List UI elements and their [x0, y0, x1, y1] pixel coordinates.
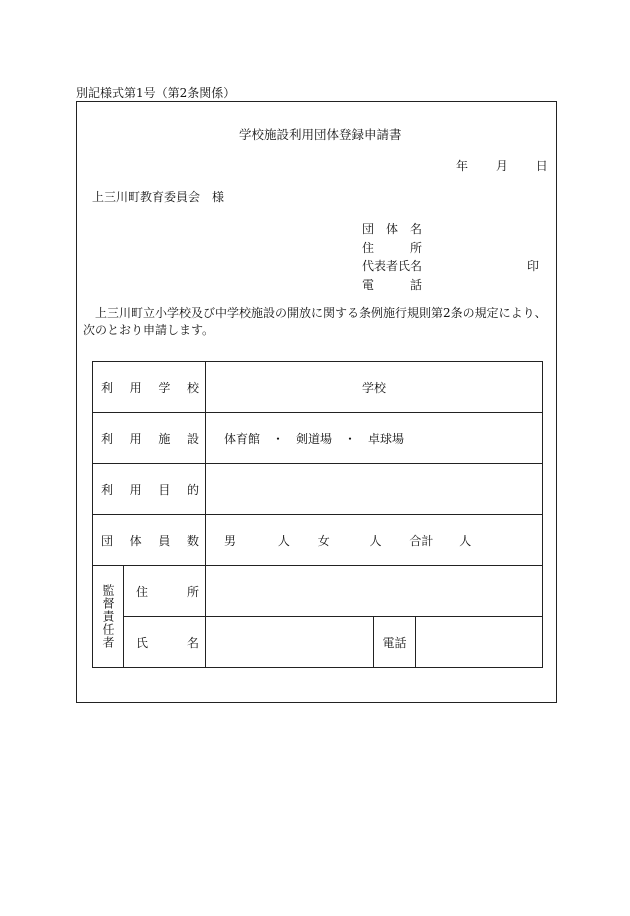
supervisor-name-value[interactable]: [206, 617, 374, 668]
purpose-label: 利 用 目 的: [93, 464, 206, 515]
phone-label: 電 話: [362, 278, 423, 292]
address-label: 住 所: [362, 241, 423, 255]
seal-mark: 印: [527, 259, 540, 273]
supervisor-name-label: 氏 名: [124, 617, 206, 668]
application-table: [92, 361, 543, 668]
supervisor-address-label: 住 所: [124, 566, 206, 617]
body-text: 上三川町立小学校及び中学校施設の開放に関する条例施行規則第2条の規定により、次のとおり申請します。: [83, 306, 547, 337]
supervisor-address-value[interactable]: [206, 566, 543, 617]
table-row-facility: [93, 413, 543, 464]
date-month: 月: [495, 159, 508, 173]
school-value[interactable]: 学校: [206, 362, 543, 413]
table-row-supervisor-address: [93, 566, 543, 617]
supervisor-label: 監督責任者: [101, 584, 115, 649]
table-row-school: [93, 362, 543, 413]
supervisor-label-cell: [93, 566, 124, 668]
supervisor-phone-value[interactable]: [416, 617, 543, 668]
members-female-unit: 人: [369, 533, 382, 548]
table-row-members: [93, 515, 543, 566]
form-reference: 別記様式第1号（第2条関係）: [76, 86, 236, 100]
date-year: 年: [456, 159, 469, 173]
members-total: 合計: [409, 533, 434, 548]
table-row-supervisor-name: [93, 617, 543, 668]
form-title: 学校施設利用団体登録申請書: [239, 127, 402, 142]
members-male-unit: 人: [277, 533, 290, 548]
representative-label: 代表者氏名: [362, 259, 423, 273]
members-female: 女: [317, 533, 330, 548]
members-male: 男: [224, 533, 237, 548]
members-value[interactable]: [206, 515, 543, 566]
purpose-value[interactable]: [206, 464, 543, 515]
facility-value[interactable]: 体育館 ・ 剣道場 ・ 卓球場: [206, 413, 543, 464]
date-day: 日: [535, 159, 548, 173]
school-label: 利 用 学 校: [93, 362, 206, 413]
members-label: 団 体 員 数: [93, 515, 206, 566]
members-total-unit: 人: [459, 533, 472, 548]
date-line: [456, 157, 548, 174]
group-name-label: 団 体 名: [362, 222, 423, 236]
addressee: 上三川町教育委員会 様: [92, 190, 225, 204]
supervisor-phone-label: 電話: [374, 617, 416, 668]
table-row-purpose: [93, 464, 543, 515]
facility-label: 利 用 施 設: [93, 413, 206, 464]
